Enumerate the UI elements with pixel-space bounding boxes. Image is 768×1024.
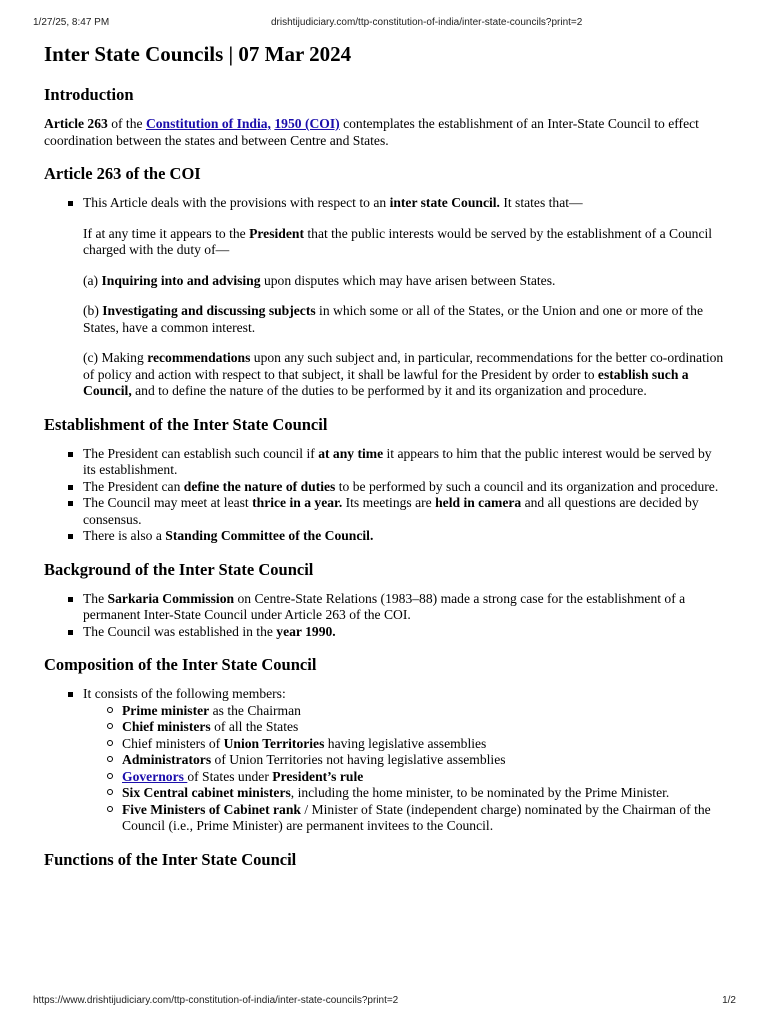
section-heading-background: Background of the Inter State Council bbox=[44, 559, 314, 579]
bold-text: President’s rule bbox=[272, 768, 364, 784]
bold-text: inter state Council. bbox=[389, 195, 500, 210]
text: (b) bbox=[83, 303, 103, 318]
bold-text: held in camera bbox=[435, 495, 522, 510]
page-number: 1/2 bbox=[722, 995, 736, 1006]
text: The Council may meet at least bbox=[83, 495, 253, 510]
member-item bbox=[122, 769, 726, 786]
bold-text: at any time bbox=[318, 445, 384, 461]
composition-list bbox=[44, 686, 726, 835]
text: It states that— bbox=[499, 195, 583, 210]
background-list bbox=[44, 591, 726, 641]
section-heading-functions: Functions of the Inter State Council bbox=[44, 849, 297, 869]
bold-text: Administrators bbox=[122, 752, 212, 767]
text: to be performed by such a council and its organization and procedure. bbox=[335, 478, 719, 494]
text: The President can bbox=[83, 478, 184, 494]
section-heading-article-263: Article 263 of the COI bbox=[44, 164, 201, 183]
bold-text: Six Central cabinet ministers bbox=[122, 785, 291, 800]
intro-paragraph bbox=[44, 116, 726, 149]
list-item bbox=[83, 495, 726, 528]
text: The President can establish such council if bbox=[83, 445, 319, 461]
clause-c bbox=[83, 350, 726, 400]
text: Chief ministers of bbox=[122, 735, 224, 751]
list-item bbox=[83, 686, 726, 835]
text: on Centre-State Relations (1983–88) made a strong case for the establishment of a permanent Inter-State Council under Article 263 of the COI. bbox=[83, 590, 686, 622]
text: upon any such subject and, in particular, recommendations for the better co-ordination of policy and action with respect to that subject, it shall be lawful for the President by order to bbox=[83, 350, 724, 382]
text: upon disputes which may have arisen between States. bbox=[260, 272, 556, 288]
text: contemplates the establishment of an Inter-State Council to effect coordination between the states and between Centre and States. bbox=[44, 116, 699, 148]
bold-text: Investigating and discussing subjects bbox=[102, 303, 316, 318]
bold-text: Union Territories bbox=[223, 735, 325, 751]
text: , including the home minister, to be nominated by the Prime Minister. bbox=[290, 785, 670, 800]
text: and all questions are decided by consensus. bbox=[83, 495, 699, 527]
section-heading-introduction: Introduction bbox=[44, 85, 134, 104]
bold-text: thrice in a year. bbox=[252, 495, 343, 510]
article-263-list bbox=[44, 195, 726, 400]
bold-text: Prime minister bbox=[122, 702, 210, 718]
bold-text: recommendations bbox=[147, 350, 251, 365]
text: having legislative assemblies bbox=[324, 735, 487, 751]
establishment-list bbox=[44, 446, 726, 545]
article-paragraph bbox=[83, 226, 726, 259]
text: of all the States bbox=[210, 719, 299, 734]
member-item bbox=[122, 752, 726, 769]
text: This Article deals with the provisions with respect to an bbox=[83, 195, 390, 210]
text: There is also a bbox=[83, 528, 166, 543]
bold-text: establish such a Council, bbox=[83, 366, 689, 398]
text: in which some or all of the States, or the Union and one or more of the States, have a common interest. bbox=[83, 303, 703, 335]
text: The Council was established in the bbox=[83, 623, 277, 639]
coi-link[interactable]: 1950 (COI) bbox=[274, 116, 340, 131]
footer-url: https://www.drishtijudiciary.com/ttp-constitution-of-india/inter-state-councils?print=2 bbox=[33, 995, 399, 1006]
print-header bbox=[33, 17, 743, 31]
print-datetime: 1/27/25, 8:47 PM bbox=[33, 17, 110, 28]
text: (c) Making bbox=[83, 350, 148, 365]
text: / Minister of State (independent charge) nominated by the Chairman of the Council (i.e., Prime Minister) are permanent invitees to the Council. bbox=[122, 801, 711, 833]
list-item bbox=[83, 195, 726, 400]
bold-text: Sarkaria Commission bbox=[107, 590, 235, 606]
bold-text: Standing Committee of the Council. bbox=[165, 528, 374, 543]
page-title: Inter State Councils | 07 Mar 2024 bbox=[44, 42, 352, 66]
bold-text: define the nature of duties bbox=[183, 478, 336, 494]
members-sublist bbox=[83, 703, 726, 835]
section-heading-establishment: Establishment of the Inter State Council bbox=[44, 414, 328, 434]
text: that the public interests would be served by the establishment of a Council charged with the duty of— bbox=[83, 225, 713, 257]
member-item bbox=[122, 719, 726, 736]
text: Its meetings are bbox=[342, 495, 436, 510]
clause-b bbox=[83, 303, 726, 336]
bold-text: Article 263 bbox=[44, 116, 108, 131]
article-content bbox=[44, 40, 726, 881]
bold-text: Inquiring into and advising bbox=[101, 272, 261, 288]
member-item bbox=[122, 736, 726, 753]
text: The bbox=[83, 590, 108, 606]
list-item bbox=[83, 528, 726, 545]
bold-text: year 1990. bbox=[276, 623, 336, 639]
text: of Union Territories not having legislative assemblies bbox=[211, 752, 506, 767]
text: it appears to him that the public interest would be served by its establishment. bbox=[83, 445, 712, 477]
text: It consists of the following members: bbox=[83, 686, 286, 701]
text: If at any time it appears to the bbox=[83, 225, 250, 241]
bold-text: Five Ministers of Cabinet rank bbox=[122, 801, 301, 817]
member-item bbox=[122, 785, 726, 802]
bold-text: Chief ministers bbox=[122, 719, 211, 734]
member-item bbox=[122, 802, 726, 835]
bold-text: President bbox=[249, 225, 304, 241]
text: of the bbox=[107, 116, 146, 131]
section-heading-composition: Composition of the Inter State Council bbox=[44, 655, 317, 674]
text: of States under bbox=[187, 768, 273, 784]
governors-link[interactable]: Governors bbox=[122, 768, 188, 784]
text: and to define the nature of the duties to be performed by it and its organization and procedure. bbox=[131, 383, 647, 398]
list-item bbox=[83, 624, 726, 641]
print-footer bbox=[33, 995, 736, 1009]
list-item bbox=[83, 479, 726, 496]
text: (a) bbox=[83, 272, 102, 288]
text: as the Chairman bbox=[209, 702, 301, 718]
list-item bbox=[83, 591, 726, 624]
constitution-link[interactable]: Constitution of India, bbox=[145, 116, 271, 131]
clause-a bbox=[83, 273, 726, 290]
list-item bbox=[83, 446, 726, 479]
member-item bbox=[122, 703, 726, 720]
print-url: drishtijudiciary.com/ttp-constitution-of-india/inter-state-councils?print=2 bbox=[271, 17, 583, 28]
